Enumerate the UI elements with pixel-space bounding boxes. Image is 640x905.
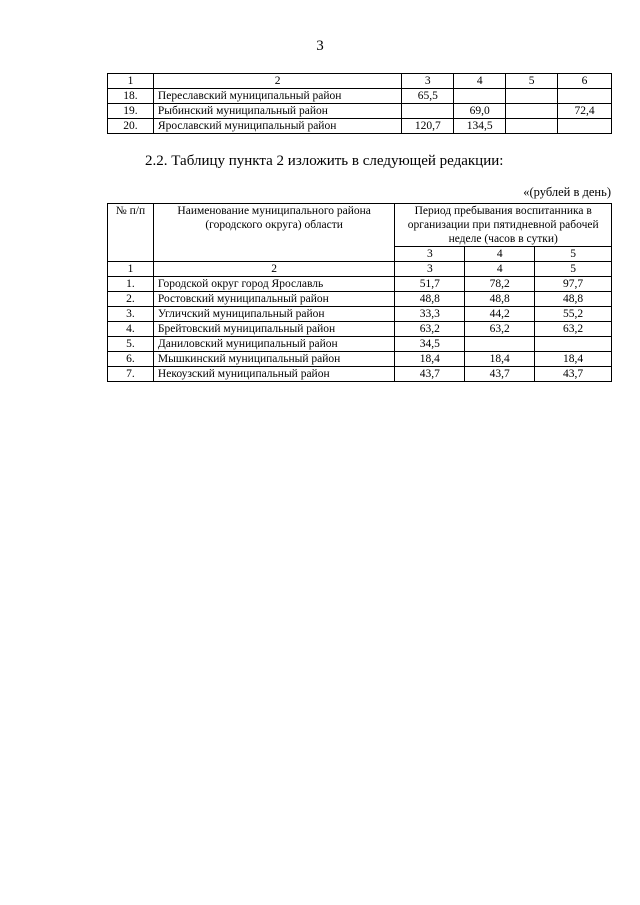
table-row [108,277,612,292]
value-cell: 120,7 [402,119,454,134]
district-name: Даниловский муниципальный район [153,337,395,352]
value-cell [402,104,454,119]
district-name: Ростовский муниципальный район [153,292,395,307]
table-header-cell: 5 [506,74,558,89]
table-header-cell: 3 [402,74,454,89]
table-header-cell: 1 [108,74,154,89]
table-row [108,352,612,367]
value-cell: 72,4 [558,104,612,119]
table-continuation [107,73,612,134]
value-cell [558,89,612,104]
value-cell: 43,7 [465,367,535,382]
index-cell: 4 [465,262,535,277]
row-number: 1. [108,277,154,292]
district-name: Брейтовский муниципальный район [153,322,395,337]
value-cell: 48,8 [465,292,535,307]
value-cell [506,119,558,134]
row-number: 19. [108,104,154,119]
row-number: 4. [108,322,154,337]
row-number: 20. [108,119,154,134]
value-cell: 44,2 [465,307,535,322]
index-cell: 1 [108,262,154,277]
header-period: Период пребывания воспитанника в организации при пятидневной рабочей неделе (часов в сутки) [395,204,612,247]
value-cell: 51,7 [395,277,465,292]
value-cell: 63,2 [465,322,535,337]
subheader-cell: 3 [395,247,465,262]
district-name: Угличский муниципальный район [153,307,395,322]
value-cell: 69,0 [454,104,506,119]
value-cell: 18,4 [535,352,612,367]
value-cell [465,337,535,352]
value-cell: 18,4 [465,352,535,367]
district-name: Ярославский муниципальный район [153,119,401,134]
district-name: Мышкинский муниципальный район [153,352,395,367]
table-row [108,89,612,104]
value-cell: 63,2 [535,322,612,337]
table-row [108,119,612,134]
table-header-cell: 2 [153,74,401,89]
value-cell: 63,2 [395,322,465,337]
row-number: 5. [108,337,154,352]
value-cell: 43,7 [395,367,465,382]
value-cell: 78,2 [465,277,535,292]
value-cell: 48,8 [535,292,612,307]
index-cell: 3 [395,262,465,277]
table-rates [107,203,612,382]
row-number: 18. [108,89,154,104]
table-row [108,337,612,352]
unit-note: «(рублей в день) [523,185,611,199]
index-cell: 2 [153,262,395,277]
district-name: Некоузский муниципальный район [153,367,395,382]
value-cell [558,119,612,134]
index-cell: 5 [535,262,612,277]
district-name: Городской округ город Ярославль [153,277,395,292]
table-header-cell: 6 [558,74,612,89]
table-header-row [108,74,612,89]
header-name: Наименование муниципального района (городского округа) области [153,204,395,262]
value-cell: 134,5 [454,119,506,134]
amendment-paragraph: 2.2. Таблицу пункта 2 изложить в следующей редакции: [145,153,504,169]
value-cell: 97,7 [535,277,612,292]
value-cell: 43,7 [535,367,612,382]
value-cell: 18,4 [395,352,465,367]
row-number: 7. [108,367,154,382]
row-number: 3. [108,307,154,322]
value-cell [454,89,506,104]
table-header-row [108,204,612,247]
page-number: 3 [316,38,324,54]
value-cell: 33,3 [395,307,465,322]
subheader-cell: 4 [465,247,535,262]
table-row [108,307,612,322]
table-row [108,104,612,119]
header-number: № п/п [108,204,154,262]
subheader-cell: 5 [535,247,612,262]
value-cell [506,89,558,104]
table-row [108,367,612,382]
value-cell: 55,2 [535,307,612,322]
value-cell [506,104,558,119]
table-row [108,322,612,337]
table-header-cell: 4 [454,74,506,89]
district-name: Рыбинский муниципальный район [153,104,401,119]
value-cell: 48,8 [395,292,465,307]
table-index-row [108,262,612,277]
row-number: 6. [108,352,154,367]
district-name: Переславский муниципальный район [153,89,401,104]
value-cell: 34,5 [395,337,465,352]
row-number: 2. [108,292,154,307]
table-row [108,292,612,307]
value-cell: 65,5 [402,89,454,104]
value-cell [535,337,612,352]
